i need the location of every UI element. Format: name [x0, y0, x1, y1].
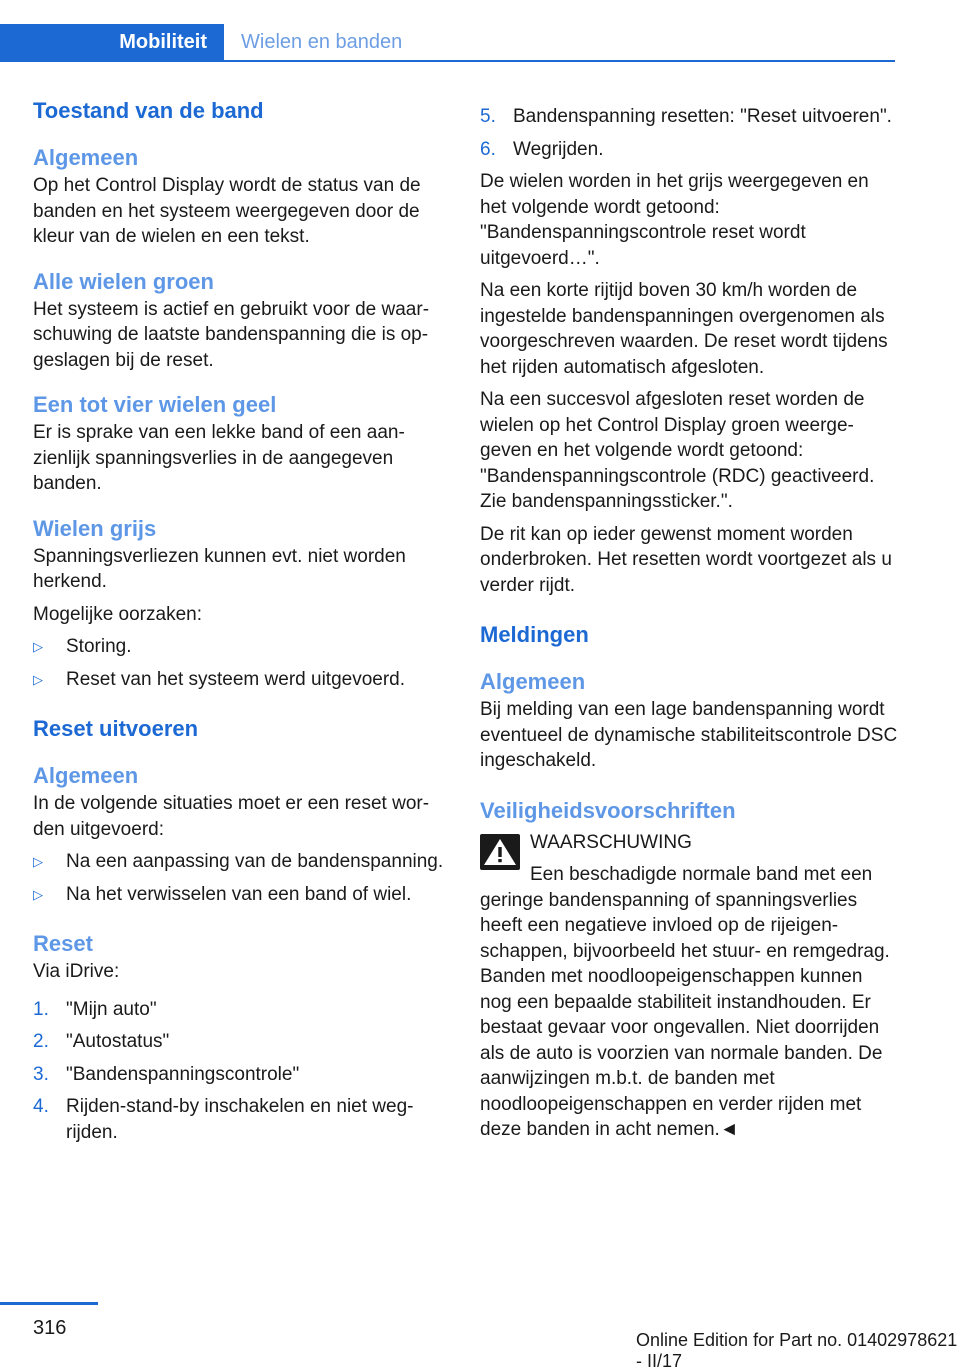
- section-title: Reset uitvoeren: [33, 716, 199, 741]
- page-number: 316: [33, 1317, 67, 1339]
- paragraph: Na een succesvol afgesloten reset worden de wielen op het Control Display groen weergegeven en het volgende wordt getoond: "Bandenspanningscontrole (RDC) geactiveerd. Zie bandenspanningssticker.".: [480, 389, 875, 512]
- subheading: Een tot vier wielen geel: [33, 392, 277, 417]
- paragraph: Na een korte rijtijd boven 30 km/h worden de ingestelde bandenspanningen overgenomen als voorgeschreven waarden. De reset wordt tijdens het rijden automatisch afgesloten.: [480, 280, 888, 378]
- warning-text: Een beschadigde normale band met een geringe bandenspanning of spanningsverlies heeft een negatieve invloed op de rijeigenschappen, bijvoorbeeld het stuur- en remgedrag. Banden met noodloopeigenschappen kunnen nog een bepaalde stabiliteit instandhouden. Er bestaat gevaar voor ongevallen. Niet doorrijden als de auto is voorzien van normale banden. De aanwijzingen m.b.t. de banden met noodloopeigenschappen en verder rijden met deze banden in acht nemen.◄: [480, 864, 890, 1140]
- paragraph: Het systeem is actief en gebruikt voor de waarschuwing de laatste bandenspanning die is opgeslagen bij de reset.: [33, 298, 430, 371]
- subheading: Reset: [33, 931, 93, 956]
- list-item: 5. Bandenspanning resetten: "Reset uitvoeren".: [480, 106, 892, 127]
- subheading: Algemeen: [33, 763, 139, 788]
- list-item: 3. "Bandenspanningscontrole": [33, 1063, 300, 1085]
- subheading: Algemeen: [33, 145, 139, 170]
- list-item: ▷ Reset van het systeem werd uitgevoerd.: [33, 667, 449, 693]
- warning-block: [480, 830, 898, 856]
- subheading: Veiligheidsvoorschriften: [480, 797, 736, 823]
- footer-rule: [0, 1302, 98, 1305]
- header-bar: [0, 24, 895, 62]
- bullet-list: [33, 634, 449, 692]
- paragraph: In de volgende situaties moet er een reset worden uitgevoerd:: [33, 793, 430, 840]
- list-item: ▷ Na het verwisselen van een band of wiel.: [33, 882, 449, 908]
- warning-label: WAARSCHUWING: [530, 831, 692, 853]
- paragraph: Er is sprake van een lekke band of een aanzienlijk spanningsverlies in de aangegeven banden.: [33, 422, 405, 494]
- triangle-bullet-icon: ▷: [33, 671, 43, 687]
- numbered-list: [33, 997, 449, 1146]
- subheading: Alle wielen groen: [33, 268, 214, 294]
- paragraph: Bij melding van een lage bandenspanning wordt eventueel de dynamische stabiliteitscontrole DSC ingeschakeld.: [480, 699, 898, 771]
- bullet-list: [33, 849, 449, 907]
- warning-triangle-icon: [480, 834, 520, 870]
- paragraph: De rit kan op ieder gewenst moment worden onderbroken. Het resetten wordt voortgezet als u verder rijdt.: [480, 523, 892, 596]
- triangle-bullet-icon: ▷: [33, 639, 43, 654]
- right-column: [480, 96, 898, 1143]
- section-title: Meldingen: [480, 622, 589, 647]
- paragraph: De wielen worden in het grijs weergegeven en het volgende wordt getoond: "Bandenspanningscontrole reset wordt uitgevoerd…".: [480, 171, 869, 269]
- paragraph: Mogelijke oorzaken:: [33, 603, 202, 625]
- paragraph: Spanningsverliezen kunnen evt. niet worden herkend.: [33, 545, 406, 592]
- triangle-bullet-icon: ▷: [33, 854, 43, 869]
- subheading: Algemeen: [480, 669, 586, 694]
- triangle-bullet-icon: ▷: [33, 886, 43, 902]
- list-item: 6. Wegrijden.: [480, 138, 604, 160]
- tab-section[interactable]: Mobiliteit: [0, 24, 224, 62]
- section-title: Toestand van de band: [33, 98, 264, 123]
- numbered-list: [480, 104, 898, 162]
- edition-note: Online Edition for Part no. 01402978621 - II/17: [636, 1330, 958, 1371]
- list-item: 2. "Autostatus": [33, 1031, 170, 1052]
- paragraph: Op het Control Display wordt de status van de banden en het systeem weergegeven door de kleur van de wielen en een tekst.: [33, 175, 421, 247]
- list-item: ▷ Na een aanpassing van de bandenspanning.: [33, 849, 449, 875]
- subheading: Wielen grijs: [33, 515, 157, 541]
- list-item: 4. Rijden-stand-by inschakelen en niet wegrijden.: [33, 1096, 414, 1143]
- tab-chapter[interactable]: Wielen en banden: [241, 31, 403, 53]
- list-item: ▷ Storing.: [33, 634, 449, 660]
- paragraph: Via iDrive:: [33, 961, 120, 982]
- list-item: 1. "Mijn auto": [33, 998, 157, 1020]
- left-column: [33, 96, 449, 1145]
